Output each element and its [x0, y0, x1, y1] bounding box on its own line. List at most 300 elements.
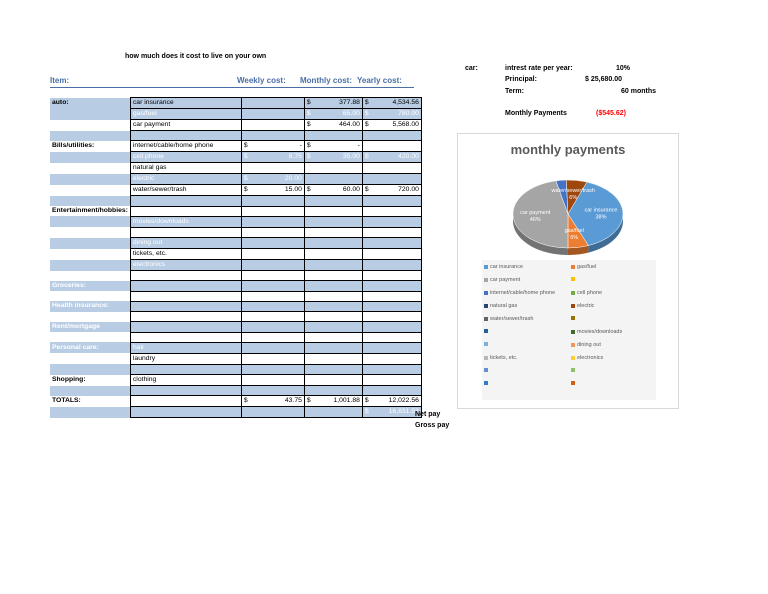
weekly-cell[interactable]: [241, 260, 304, 271]
item-label: natural gas: [132, 164, 167, 172]
currency-symbol: $: [364, 99, 369, 106]
principal-label: Principal:: [505, 76, 537, 83]
item-cell[interactable]: [130, 375, 241, 386]
legend-swatch: [484, 278, 488, 282]
monthly-cell[interactable]: [304, 227, 362, 237]
weekly-cell[interactable]: [241, 141, 304, 152]
item-cell[interactable]: [130, 98, 241, 109]
weekly-cell[interactable]: [241, 174, 304, 185]
currency-symbol: $: [306, 121, 311, 128]
item-label: dining out: [132, 239, 163, 246]
amount-value: 4,534.56: [392, 99, 419, 106]
currency-symbol: $: [243, 186, 248, 194]
legend-swatch: [484, 381, 488, 385]
table-row: [50, 353, 421, 364]
table-row: [50, 260, 421, 271]
pie-data-label: 46%: [529, 217, 541, 224]
currency-symbol: $: [364, 397, 369, 405]
weekly-cell[interactable]: [241, 332, 304, 342]
item-label: gas/fuel: [132, 110, 157, 117]
legend-swatch: [571, 343, 575, 347]
amount-value: 377.88: [339, 99, 360, 106]
yearly-cell[interactable]: [362, 396, 421, 407]
legend-entry: [484, 290, 555, 296]
legend-entry: [484, 368, 490, 372]
yearly-cell[interactable]: [362, 227, 421, 237]
table-row: [50, 141, 421, 152]
category-cell[interactable]: [50, 196, 130, 206]
legend-label: dining out: [577, 342, 601, 348]
yearly-cell[interactable]: [362, 120, 421, 131]
yearly-cell[interactable]: [362, 271, 421, 281]
monthly-cell[interactable]: [304, 260, 362, 271]
amount-value: 20.00: [284, 175, 302, 183]
legend-swatch: [571, 316, 575, 320]
table-row: [50, 131, 421, 141]
currency-symbol: $: [364, 408, 369, 416]
legend-label: natural gas: [490, 303, 518, 309]
category-cell[interactable]: [50, 98, 130, 109]
category-cell[interactable]: [50, 249, 130, 260]
category-cell[interactable]: [50, 152, 130, 163]
monthly-cell[interactable]: [304, 174, 362, 185]
monthly-cell[interactable]: [304, 163, 362, 174]
item-cell[interactable]: [130, 141, 241, 152]
table-row: [50, 375, 421, 386]
item-cell[interactable]: [130, 174, 241, 185]
legend-entry: [571, 355, 603, 361]
amount-value: -: [299, 142, 302, 150]
net-pay-label: Net pay: [415, 411, 441, 418]
monthly-cell[interactable]: [304, 312, 362, 322]
item-cell[interactable]: [130, 206, 241, 216]
yearly-cell[interactable]: [362, 375, 421, 386]
weekly-cell[interactable]: [241, 291, 304, 301]
item-cell[interactable]: [130, 353, 241, 364]
yearly-cell[interactable]: [362, 238, 421, 249]
amount-value: 60.00: [342, 186, 360, 194]
legend-entry: [571, 264, 596, 270]
amount-value: 16,831.58: [388, 408, 419, 416]
payment-value: ($545.62): [596, 110, 626, 117]
monthly-cell[interactable]: [304, 238, 362, 249]
currency-symbol: $: [306, 142, 311, 150]
category-cell[interactable]: [50, 332, 130, 342]
item-label: cell phone: [132, 153, 164, 161]
currency-symbol: $: [306, 397, 311, 405]
yearly-cell[interactable]: [362, 185, 421, 196]
yearly-cell[interactable]: [362, 281, 421, 291]
yearly-cell[interactable]: [362, 364, 421, 374]
category-label: Health insurance:: [52, 302, 110, 310]
monthly-cell[interactable]: [304, 281, 362, 291]
weekly-cell[interactable]: [241, 206, 304, 216]
legend-swatch: [484, 317, 488, 321]
weekly-cell[interactable]: [241, 271, 304, 281]
category-label: Personal care:: [52, 343, 99, 351]
monthly-cell[interactable]: [304, 249, 362, 260]
monthly-cell[interactable]: [304, 152, 362, 163]
legend-swatch: [571, 291, 575, 295]
pie-plot: [458, 156, 678, 276]
legend-swatch: [484, 329, 488, 333]
pie-data-label: water/sewer/trash: [551, 187, 595, 194]
item-cell[interactable]: [130, 131, 241, 141]
item-label: internet/cable/home phone: [132, 142, 214, 150]
monthly-cell[interactable]: [304, 196, 362, 206]
chart-title: monthly payments: [510, 142, 626, 157]
legend-entry: [571, 368, 577, 372]
category-label: TOTALS:: [52, 397, 81, 405]
item-cell[interactable]: [130, 249, 241, 260]
category-cell[interactable]: [50, 312, 130, 322]
category-cell[interactable]: [50, 260, 130, 271]
currency-symbol: $: [306, 110, 311, 117]
monthly-cell[interactable]: [304, 322, 362, 332]
monthly-cell[interactable]: [304, 332, 362, 342]
legend-entry: [571, 303, 594, 309]
currency-symbol: $: [243, 153, 248, 161]
item-label: electronics: [132, 261, 166, 268]
rate-value: 10%: [616, 65, 631, 72]
table-row: [50, 109, 421, 120]
item-cell[interactable]: [130, 109, 241, 120]
header-divider: [50, 87, 414, 88]
amount-value: 720.00: [398, 186, 419, 194]
yearly-cell[interactable]: [362, 141, 421, 152]
category-cell[interactable]: [50, 386, 130, 396]
table-row: [50, 120, 421, 131]
yearly-cell[interactable]: [362, 332, 421, 342]
legend-entry: [484, 329, 490, 333]
yearly-cell[interactable]: [362, 407, 421, 418]
table-row: [50, 301, 421, 311]
table-row: [50, 98, 421, 109]
monthly-cell[interactable]: [304, 109, 362, 120]
currency-symbol: $: [364, 186, 369, 194]
weekly-cell[interactable]: [241, 238, 304, 249]
weekly-cell[interactable]: [241, 353, 304, 364]
amount-value: 464.00: [339, 121, 360, 128]
monthly-cell[interactable]: [304, 141, 362, 152]
legend-swatch: [571, 330, 575, 334]
item-label: car insurance: [132, 99, 174, 106]
weekly-cell[interactable]: [241, 109, 304, 120]
monthly-cell[interactable]: [304, 407, 362, 418]
category-label: Bills/utilities:: [52, 142, 95, 150]
category-cell[interactable]: [50, 342, 130, 353]
amount-value: 420.00: [398, 153, 419, 161]
table-row: [50, 216, 421, 227]
table-row: [50, 227, 421, 237]
table-row: [50, 249, 421, 260]
pie-data-label: 38%: [595, 214, 607, 221]
payment-label: Monthly Payments: [505, 110, 567, 117]
legend-entry: [484, 303, 517, 309]
weekly-cell[interactable]: [241, 396, 304, 407]
category-label: Entertainment/hobbies:: [52, 207, 128, 215]
item-cell[interactable]: [130, 216, 241, 227]
item-cell[interactable]: [130, 196, 241, 206]
legend-swatch: [571, 277, 575, 281]
weekly-cell[interactable]: [241, 386, 304, 396]
monthly-cell[interactable]: [304, 396, 362, 407]
amount-value: 780.00: [398, 110, 419, 117]
legend-label: water/sewer/trash: [490, 316, 534, 322]
weekly-cell[interactable]: [241, 163, 304, 174]
table-row: [50, 174, 421, 185]
table-row: [50, 342, 421, 353]
yearly-cell[interactable]: [362, 174, 421, 185]
item-cell[interactable]: [130, 291, 241, 301]
car-label: car:: [465, 65, 478, 72]
item-cell[interactable]: [130, 301, 241, 311]
category-cell[interactable]: [50, 407, 130, 418]
legend-entry: [571, 290, 602, 296]
legend-swatch: [571, 265, 575, 269]
table-row: [50, 281, 421, 291]
pie-data-label: gas/fuel: [564, 228, 584, 235]
item-cell[interactable]: [130, 271, 241, 281]
category-cell[interactable]: [50, 131, 130, 141]
weekly-cell[interactable]: [241, 322, 304, 332]
term-value: 60 months: [621, 88, 657, 95]
monthly-cell[interactable]: [304, 206, 362, 216]
category-cell[interactable]: [50, 206, 130, 216]
amount-value: -: [357, 142, 360, 150]
currency-symbol: $: [364, 121, 369, 128]
yearly-cell[interactable]: [362, 196, 421, 206]
item-cell[interactable]: [130, 281, 241, 291]
category-cell[interactable]: [50, 271, 130, 281]
legend-swatch: [484, 368, 488, 372]
legend-entry: [484, 355, 518, 361]
category-cell[interactable]: [50, 281, 130, 291]
legend-swatch: [571, 304, 575, 308]
item-cell[interactable]: [130, 227, 241, 237]
category-label: Rent/mortgage: [52, 322, 100, 330]
header-item: Item:: [50, 76, 70, 85]
weekly-cell[interactable]: [241, 152, 304, 163]
yearly-cell[interactable]: [362, 342, 421, 353]
currency-symbol: $: [306, 186, 311, 194]
table-row: [50, 332, 421, 342]
monthly-cell[interactable]: [304, 131, 362, 141]
header-weekly: Weekly cost:: [237, 76, 286, 85]
monthly-cell[interactable]: [304, 291, 362, 301]
item-cell[interactable]: [130, 185, 241, 196]
legend-entry: [571, 316, 577, 320]
yearly-cell[interactable]: [362, 216, 421, 227]
table-row: [50, 206, 421, 216]
item-label: clothing: [132, 376, 157, 383]
table-row: [50, 322, 421, 332]
monthly-cell[interactable]: [304, 185, 362, 196]
item-cell[interactable]: [130, 364, 241, 374]
currency-symbol: $: [364, 153, 369, 161]
yearly-cell[interactable]: [362, 353, 421, 364]
item-cell[interactable]: [130, 332, 241, 342]
weekly-cell[interactable]: [241, 249, 304, 260]
item-label: electric: [132, 175, 155, 183]
legend-entry: [571, 277, 577, 281]
weekly-cell[interactable]: [241, 301, 304, 311]
item-cell[interactable]: [130, 342, 241, 353]
item-cell[interactable]: [130, 238, 241, 249]
yearly-cell[interactable]: [362, 322, 421, 332]
item-cell[interactable]: [130, 163, 241, 174]
yearly-cell[interactable]: [362, 152, 421, 163]
legend-entry: [484, 381, 490, 385]
currency-symbol: $: [243, 142, 248, 150]
monthly-cell[interactable]: [304, 216, 362, 227]
category-cell[interactable]: [50, 141, 130, 152]
category-cell[interactable]: [50, 216, 130, 227]
yearly-cell[interactable]: [362, 98, 421, 109]
monthly-cell[interactable]: [304, 375, 362, 386]
legend-entry: [484, 264, 523, 270]
category-cell[interactable]: [50, 353, 130, 364]
item-cell[interactable]: [130, 396, 241, 407]
category-cell[interactable]: [50, 163, 130, 174]
weekly-cell[interactable]: [241, 185, 304, 196]
yearly-cell[interactable]: [362, 206, 421, 216]
item-label: hair: [132, 343, 145, 351]
monthly-cell[interactable]: [304, 98, 362, 109]
legend-entry: [571, 342, 601, 348]
weekly-cell[interactable]: [241, 407, 304, 418]
legend-label: gas/fuel: [577, 264, 597, 270]
item-cell[interactable]: [130, 260, 241, 271]
monthly-cell[interactable]: [304, 271, 362, 281]
category-cell[interactable]: [50, 291, 130, 301]
item-label: movies/downloads: [132, 217, 189, 225]
amount-value: 65.00: [342, 110, 360, 117]
category-cell[interactable]: [50, 227, 130, 237]
legend-label: car payment: [490, 277, 521, 283]
item-label: tickets, etc.: [132, 250, 167, 257]
header-yearly: Yearly cost:: [357, 76, 402, 85]
category-cell[interactable]: [50, 238, 130, 249]
weekly-cell[interactable]: [241, 131, 304, 141]
item-cell[interactable]: [130, 322, 241, 332]
item-label: laundry: [132, 354, 156, 362]
weekly-cell[interactable]: [241, 120, 304, 131]
yearly-cell[interactable]: [362, 291, 421, 301]
table-row: [50, 196, 421, 206]
table-row: [50, 271, 421, 281]
legend-swatch: [571, 368, 575, 372]
table-row: [50, 396, 421, 407]
yearly-cell[interactable]: [362, 386, 421, 396]
category-cell[interactable]: [50, 396, 130, 407]
legend-entry: [484, 316, 533, 322]
amount-value: 5,568.00: [392, 121, 419, 128]
pie-data-label: 6%: [569, 194, 578, 201]
legend-label: movies/downloads: [577, 329, 623, 335]
table-row: [50, 364, 421, 374]
legend-swatch: [484, 342, 488, 346]
item-label: car payment: [132, 121, 171, 128]
legend-label: cell phone: [577, 290, 603, 296]
category-cell[interactable]: [50, 120, 130, 131]
table-row: [50, 185, 421, 196]
item-cell[interactable]: [130, 120, 241, 131]
weekly-cell[interactable]: [241, 216, 304, 227]
currency-symbol: $: [364, 110, 369, 117]
pie-chart: [457, 133, 679, 409]
item-cell[interactable]: [130, 312, 241, 322]
legend-swatch: [571, 381, 575, 385]
yearly-cell[interactable]: [362, 131, 421, 141]
category-cell[interactable]: [50, 109, 130, 120]
weekly-cell[interactable]: [241, 227, 304, 237]
weekly-cell[interactable]: [241, 364, 304, 374]
monthly-cell[interactable]: [304, 353, 362, 364]
rate-label: intrest rate per year:: [505, 65, 573, 72]
legend-entry: [571, 329, 622, 335]
page-title: how much does it cost to live on your own: [125, 53, 267, 60]
legend-swatch: [484, 356, 488, 360]
amount-value: 8.75: [288, 153, 302, 161]
yearly-cell[interactable]: [362, 260, 421, 271]
legend-swatch: [484, 265, 488, 269]
category-cell[interactable]: [50, 185, 130, 196]
term-label: Term:: [505, 88, 524, 95]
principal-value: $ 25,680.00: [585, 76, 622, 83]
amount-value: 12,022.56: [388, 397, 419, 405]
category-label: Shopping:: [52, 376, 86, 383]
item-cell[interactable]: [130, 407, 241, 418]
table-row: [50, 238, 421, 249]
category-cell[interactable]: [50, 301, 130, 311]
table-row: [50, 291, 421, 301]
category-cell[interactable]: [50, 322, 130, 332]
weekly-cell[interactable]: [241, 342, 304, 353]
pie-data-label: car insurance: [584, 207, 618, 214]
weekly-cell[interactable]: [241, 281, 304, 291]
monthly-cell[interactable]: [304, 301, 362, 311]
yearly-cell[interactable]: [362, 109, 421, 120]
pie-data-label: 6%: [570, 235, 579, 242]
monthly-cell[interactable]: [304, 120, 362, 131]
legend-entry: [484, 277, 520, 283]
amount-value: 1,001.88: [333, 397, 360, 405]
category-cell[interactable]: [50, 174, 130, 185]
item-cell[interactable]: [130, 152, 241, 163]
category-label: Groceries:: [52, 281, 87, 289]
yearly-cell[interactable]: [362, 163, 421, 174]
yearly-cell[interactable]: [362, 312, 421, 322]
yearly-cell[interactable]: [362, 249, 421, 260]
header-monthly: Monthly cost:: [300, 76, 352, 85]
weekly-cell[interactable]: [241, 375, 304, 386]
category-cell[interactable]: [50, 375, 130, 386]
monthly-cell[interactable]: [304, 342, 362, 353]
item-cell[interactable]: [130, 386, 241, 396]
monthly-cell[interactable]: [304, 386, 362, 396]
weekly-cell[interactable]: [241, 196, 304, 206]
table-row: [50, 163, 421, 174]
monthly-cell[interactable]: [304, 364, 362, 374]
weekly-cell[interactable]: [241, 312, 304, 322]
legend-swatch: [484, 304, 488, 308]
table-row: [50, 312, 421, 322]
yearly-cell[interactable]: [362, 301, 421, 311]
amount-value: 15.00: [284, 186, 302, 194]
weekly-cell[interactable]: [241, 98, 304, 109]
category-cell[interactable]: [50, 364, 130, 374]
